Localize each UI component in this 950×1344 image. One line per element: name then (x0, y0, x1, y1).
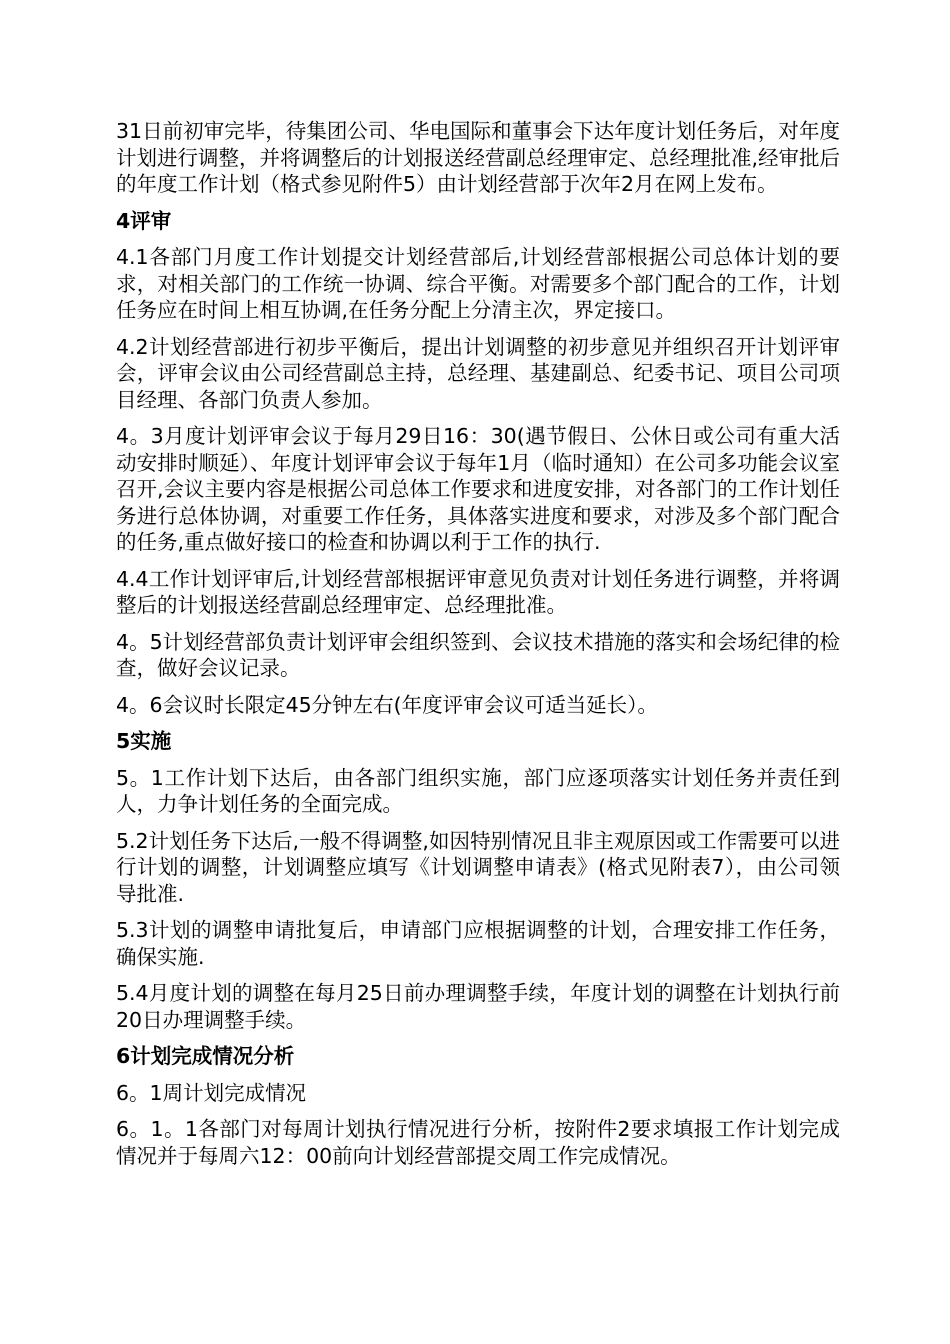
paragraph-4-4: 4.4工作计划评审后,计划经营部根据评审意见负责对计划任务进行调整，并将调整后的计划报送经营副总经理审定、总经理批准。 (116, 566, 840, 617)
paragraph-5-3: 5.3计划的调整申请批复后，申请部门应根据调整的计划，合理安排工作任务，确保实施. (116, 918, 840, 969)
paragraph-4-5: 4。5计划经营部负责计划评审会组织签到、会议技术措施的落实和会场纪律的检查，做好会议记录。 (116, 629, 840, 680)
paragraph-4-2: 4.2计划经营部进行初步平衡后，提出计划调整的初步意见并组织召开计划评审会，评审会议由公司经营副总主持，总经理、基建副总、纪委书记、项目公司项目经理、各部门负责人参加。 (116, 334, 840, 412)
paragraph-5-2: 5.2计划任务下达后,一般不得调整,如因特别情况且非主观原因或工作需要可以进行计划的调整，计划调整应填写《计划调整申请表》(格式见附表7），由公司领导批准. (116, 828, 840, 906)
paragraph-annual-plan-release: 31日前初审完毕，待集团公司、华电国际和董事会下达年度计划任务后，对年度计划进行调整，并将调整后的计划报送经营副总经理审定、总经理批准,经审批后的年度工作计划（格式参见附件5）由计划经营部于次年2月在网上发布。 (116, 119, 841, 196)
paragraph-5-4: 5.4月度计划的调整在每月25日前办理调整手续，年度计划的调整在计划执行前20日办理调整手续。 (116, 981, 840, 1032)
paragraph-4-6: 4。6会议时长限定45分钟左右(年度评审会议可适当延长）。 (116, 692, 658, 717)
paragraph-4-1: 4.1各部门月度工作计划提交计划经营部后,计划经营部根据公司总体计划的要求，对相关部门的工作统一协调、综合平衡。对需要多个部门配合的工作，计划任务应在时间上相互协调,在任务分配上分清主次，界定接口。 (116, 245, 840, 322)
section-heading-review: 4评审 (116, 208, 172, 233)
document-page (116, 118, 840, 1179)
paragraph-5-1: 5。1工作计划下达后，由各部门组织实施，部门应逐项落实计划任务并责任到人，力争计划任务的全面完成。 (116, 765, 840, 816)
paragraph-6-1: 6。1周计划完成情况 (116, 1080, 307, 1105)
section-heading-implementation: 5实施 (116, 729, 172, 753)
paragraph-4-3: 4。3月度计划评审会议于每月29日16：30(遇节假日、公休日或公司有重大活动安排时顺延）、年度计划评审会议于每年1月（临时通知）在公司多功能会议室召开,会议主要内容是根据公司总体工作要求和进度安排，对各部门的工作计划任务进行总体协调，对重要工作任务，具体落实进度和要求，对涉及多个部门配合的任务,重点做好接口的检查和协调以利于工作的执行. (116, 424, 841, 554)
paragraph-6-1-1: 6。1。1各部门对每周计划执行情况进行分析，按附件2要求填报工作计划完成情况并于每周六12：00前向计划经营部提交周工作完成情况。 (116, 1117, 840, 1168)
section-heading-completion-analysis: 6计划完成情况分析 (116, 1044, 295, 1068)
